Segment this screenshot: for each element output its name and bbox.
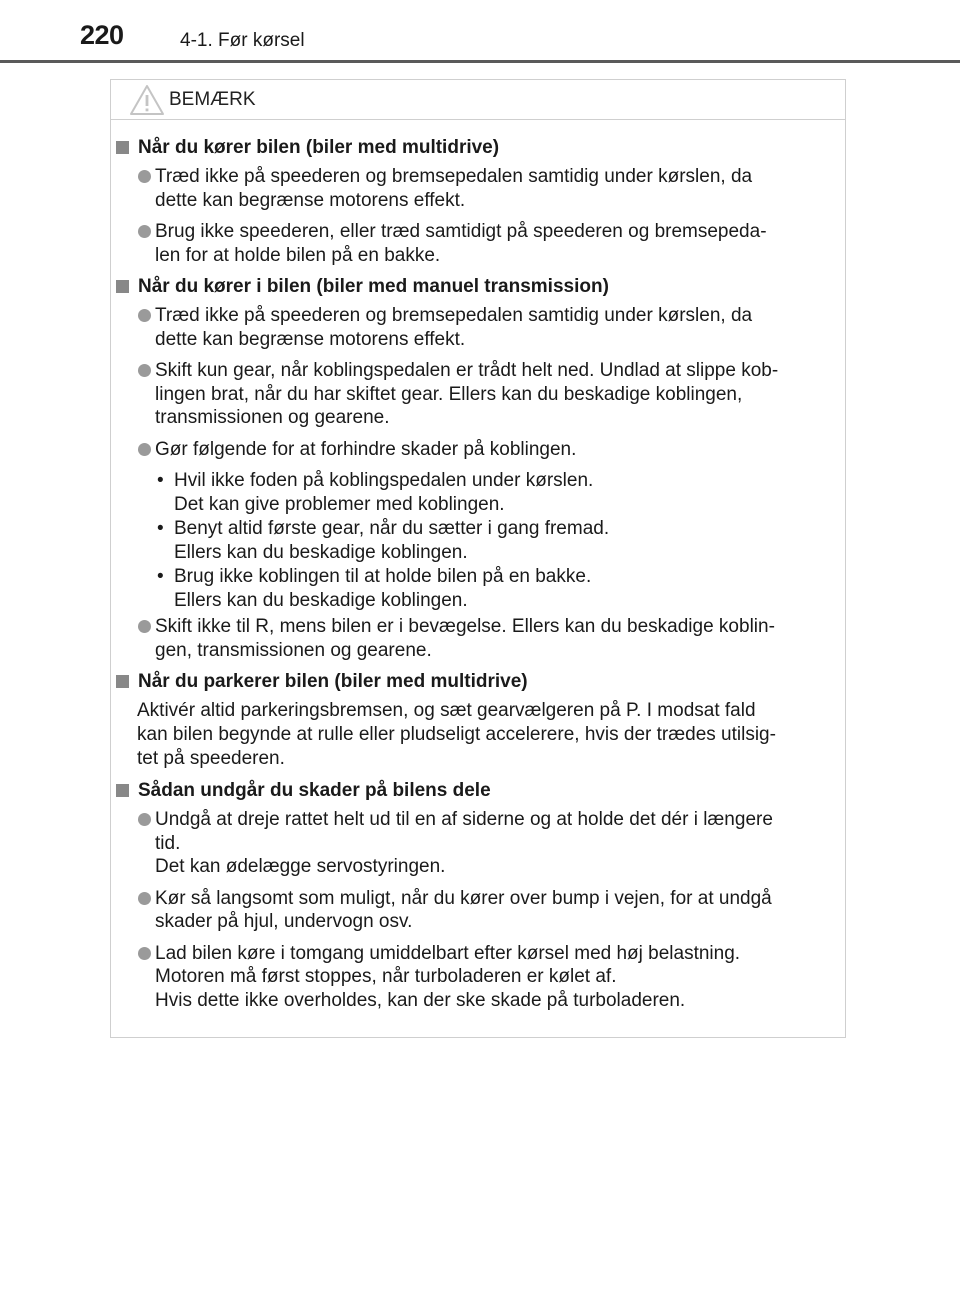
paragraph-line: kan bilen begynde at rulle eller pludseligt accelerere, hvis der trædes utilsig- xyxy=(137,724,776,745)
item-line: Det kan ødelægge servostyringen. xyxy=(155,856,446,877)
circle-bullet-icon xyxy=(138,309,151,322)
sub-list-item xyxy=(111,565,845,613)
item-line: Træd ikke på speederen og bremsepedalen samtidig under kørslen, da xyxy=(155,166,753,187)
item-line: Lad bilen køre i tomgang umiddelbart efter kørsel med høj belastning. xyxy=(155,942,741,964)
square-bullet-icon xyxy=(116,784,129,797)
header-rule xyxy=(0,60,960,63)
dot-bullet: • xyxy=(157,470,164,491)
subitem-line: Hvil ikke foden på koblingspedalen under kørslen. xyxy=(174,470,594,491)
notice-title: BEMÆRK xyxy=(169,89,256,110)
circle-bullet-icon xyxy=(138,892,151,905)
circle-bullet-icon xyxy=(138,947,151,960)
item-line: Undgå at dreje rattet helt ud til en af siderne og at holde det dér i længere xyxy=(155,809,773,830)
subitem-line: Benyt altid første gear, når du sætter i gang fremad. xyxy=(174,518,610,539)
list-item xyxy=(111,304,845,351)
dot-bullet: • xyxy=(157,518,164,539)
square-bullet-icon xyxy=(116,141,129,154)
item-line: Brug ikke speederen, eller træd samtidigt på speederen og bremsepeda- xyxy=(155,221,767,242)
circle-bullet-icon xyxy=(138,620,151,633)
list-item xyxy=(111,359,845,430)
list-item xyxy=(111,942,845,1013)
item-line: tid. xyxy=(155,832,181,854)
warning-triangle-icon xyxy=(129,84,165,116)
item-line: Træd ikke på speederen og bremsepedalen samtidig under kørslen, da xyxy=(155,305,753,326)
item-line: dette kan begrænse motorens effekt. xyxy=(155,189,466,211)
item-line: skader på hjul, undervogn osv. xyxy=(155,911,413,932)
circle-bullet-icon xyxy=(138,225,151,238)
item-line: Gør følgende for at forhindre skader på koblingen. xyxy=(155,438,577,460)
dot-bullet: • xyxy=(157,566,164,587)
sub-list-item xyxy=(111,517,845,565)
section-heading xyxy=(111,136,845,159)
notice-content xyxy=(111,136,845,1020)
subitem-line: Brug ikke koblingen til at holde bilen på en bakke. xyxy=(174,566,592,587)
list-item xyxy=(111,438,845,462)
heading-text: Sådan undgår du skader på bilens dele xyxy=(138,780,491,801)
page-header xyxy=(0,0,960,64)
notice-box xyxy=(110,79,846,1038)
paragraph-line: Aktivér altid parkeringsbremsen, og sæt gearvælgeren på P. I modsat fald xyxy=(137,700,756,721)
square-bullet-icon xyxy=(116,675,129,688)
item-line: lingen brat, når du har skiftet gear. Ellers kan du beskadige koblingen, xyxy=(155,383,743,405)
item-line: Skift kun gear, når koblingspedalen er trådt helt ned. Undlad at slippe kob- xyxy=(155,360,779,381)
paragraph-line: tet på speederen. xyxy=(137,748,285,769)
section-title: 4-1. Før kørsel xyxy=(180,30,305,51)
subitem-line: Ellers kan du beskadige koblingen. xyxy=(174,590,468,611)
subitem-line: Ellers kan du beskadige koblingen. xyxy=(174,542,468,563)
circle-bullet-icon xyxy=(138,813,151,826)
item-line: Skift ikke til R, mens bilen er i bevægelse. Ellers kan du beskadige koblin- xyxy=(155,616,775,637)
circle-bullet-icon xyxy=(138,443,151,456)
heading-text: Når du kører bilen (biler med multidrive) xyxy=(138,137,500,158)
item-line: len for at holde bilen på en bakke. xyxy=(155,244,441,266)
list-item xyxy=(111,615,845,662)
list-item xyxy=(111,808,845,879)
square-bullet-icon xyxy=(116,280,129,293)
page-number: 220 xyxy=(80,20,124,50)
subitem-line: Det kan give problemer med koblingen. xyxy=(174,494,505,515)
item-line: gen, transmissionen og gearene. xyxy=(155,639,432,661)
circle-bullet-icon xyxy=(138,364,151,377)
list-item xyxy=(111,165,845,212)
item-line: transmissionen og gearene. xyxy=(155,407,390,428)
section-heading xyxy=(111,275,845,298)
heading-text: Når du parkerer bilen (biler med multidrive) xyxy=(138,671,528,692)
heading-text: Når du kører i bilen (biler med manuel transmission) xyxy=(138,276,609,297)
circle-bullet-icon xyxy=(138,170,151,183)
list-item xyxy=(111,887,845,934)
list-item xyxy=(111,220,845,267)
section-heading xyxy=(111,670,845,693)
paragraph xyxy=(111,699,845,771)
section-heading xyxy=(111,779,845,802)
notice-header xyxy=(111,80,845,120)
item-line: dette kan begrænse motorens effekt. xyxy=(155,328,466,350)
item-line: Motoren må først stoppes, når turboladeren er kølet af. xyxy=(155,966,617,987)
item-line: Kør så langsomt som muligt, når du kører over bump i vejen, for at undgå xyxy=(155,887,772,909)
item-line: Hvis dette ikke overholdes, kan der ske skade på turboladeren. xyxy=(155,989,686,1011)
sub-list-item xyxy=(111,469,845,517)
